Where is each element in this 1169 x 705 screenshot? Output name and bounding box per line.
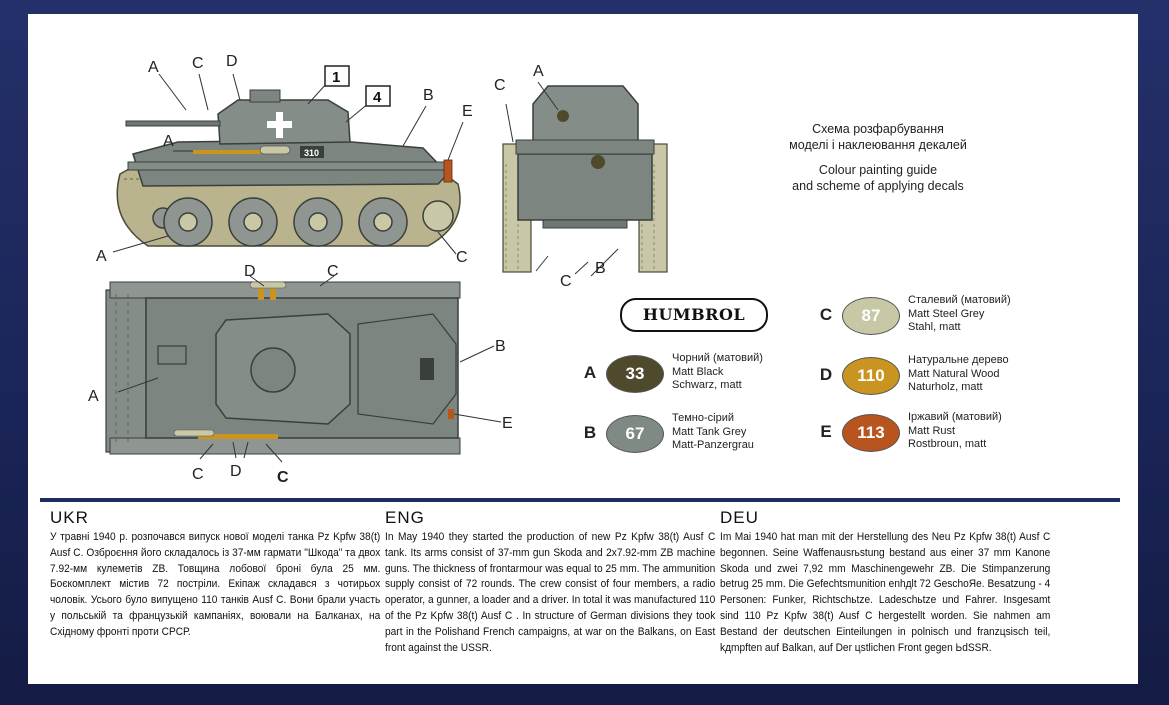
paint-name-eng: Matt Steel Grey bbox=[908, 307, 985, 320]
paint-name-eng: Matt Black bbox=[672, 365, 724, 378]
label-e: E bbox=[502, 415, 513, 432]
paint-name-deu: Rostbroun, matt bbox=[908, 438, 987, 450]
paint-names bbox=[908, 411, 1002, 452]
paint-letter: B bbox=[583, 423, 597, 442]
tank-front-view bbox=[503, 86, 667, 272]
paint-swatch: 67 bbox=[606, 415, 664, 453]
guide-ukr-line2: моделі і наклеювання декалей bbox=[789, 138, 967, 152]
body-ukr: У травні 1940 р. розпочався випуск нової моделі танка Pz Kpfw 38(t) Ausf C. Озброєння його складалось із 37-мм гармати "Шкода" та двох 7.92-мм кулеметів ZB. Товщина лобової броні була 25 мм. Боєкомплект містив 72 постріли. Екіпаж складався з чотирьох чоловік. Усього було випущено 110 танків Ausf C. Вони брали участь у польській та французькій кампаніях, воювали на Балканах, на Східному фронті проти СРСР. bbox=[50, 531, 381, 638]
label-c: C bbox=[192, 55, 204, 72]
guide-ukr-line1: Схема розфарбування bbox=[812, 122, 944, 136]
paint-name-eng: Matt Rust bbox=[908, 424, 956, 437]
text-column-deu bbox=[720, 508, 1050, 656]
tank-top-view bbox=[106, 282, 460, 454]
label-a: A bbox=[533, 63, 544, 80]
heading-deu: DEU bbox=[720, 508, 759, 527]
label-a: A bbox=[88, 388, 99, 405]
paint-names bbox=[672, 352, 763, 393]
paint-name-deu: Schwarz, matt bbox=[672, 379, 742, 391]
paint-letter: E bbox=[820, 422, 832, 441]
paint-swatch: 87 bbox=[842, 297, 900, 335]
humbrol-logo: HUMBROL bbox=[620, 298, 768, 332]
heading-eng: ENG bbox=[385, 508, 425, 527]
paint-name-ukr: Натуральне дерево bbox=[908, 354, 1009, 366]
paint-name-deu: Stahl, matt bbox=[908, 321, 961, 333]
label-c: C bbox=[192, 466, 204, 483]
label-c: C bbox=[327, 263, 339, 280]
text-column-ukr bbox=[50, 508, 380, 641]
paint-name-ukr: Чорний (матовий) bbox=[672, 352, 763, 364]
paint-name-ukr: Іржавий (матовий) bbox=[908, 411, 1002, 423]
paint-name-eng: Matt Natural Wood bbox=[908, 367, 1000, 380]
label-d: D bbox=[230, 463, 242, 480]
label-b: B bbox=[495, 338, 506, 355]
paint-name-ukr: Темно-сірий bbox=[672, 412, 734, 424]
label-d: D bbox=[244, 263, 256, 280]
paint-names bbox=[672, 412, 754, 453]
paint-name-ukr: Сталевий (матовий) bbox=[908, 294, 1011, 306]
guide-eng-line2: and scheme of applying decals bbox=[792, 179, 964, 193]
callout-boxes bbox=[325, 66, 390, 106]
label-a: A bbox=[163, 133, 174, 150]
paint-name-deu: Matt-Panzergrau bbox=[672, 439, 754, 451]
paint-swatch: 110 bbox=[842, 357, 900, 395]
body-eng: In May 1940 they started the production of new Pz Kpfw 38(t) Ausf C tank. Its arms consist of 37-mm gun Skoda and 2x7.92-mm ZB machine guns. The thickness of frontarmour was equal to 25 mm. The ammunition supply consist of 72 rounds. The crew consist of four members, a radio operator, a gunner, a loader and a driver. In total it was manufactured 110 of the Pz Kpfw 38(t) Ausf C . In structure of German divisions they took part in the Polishand French campaigns, at war on the Balkans, on East front against the USSR. bbox=[385, 531, 716, 654]
guide-eng-line1: Colour painting guide bbox=[818, 163, 938, 177]
section-divider bbox=[40, 498, 1120, 502]
paint-names bbox=[908, 294, 1011, 335]
guide-caption bbox=[728, 121, 1028, 194]
paint-swatch: 113 bbox=[842, 414, 900, 452]
tank-side-view bbox=[117, 90, 460, 246]
label-a: A bbox=[96, 248, 107, 265]
callout-1: 1 bbox=[332, 69, 341, 86]
paint-letter: A bbox=[583, 363, 597, 382]
label-a: A bbox=[148, 59, 159, 76]
label-b: B bbox=[423, 87, 434, 104]
callout-4: 4 bbox=[373, 89, 382, 106]
paint-letter: C bbox=[819, 305, 833, 324]
label-b: B bbox=[595, 260, 606, 277]
paint-names bbox=[908, 354, 1009, 395]
paint-name-deu: Naturholz, matt bbox=[908, 381, 983, 393]
label-c: C bbox=[277, 469, 289, 486]
label-d: D bbox=[226, 53, 238, 70]
turret-number: 310 bbox=[304, 148, 320, 158]
painting-guide-panel bbox=[28, 14, 1138, 684]
heading-ukr: UKR bbox=[50, 508, 89, 527]
label-c: C bbox=[494, 77, 506, 94]
text-column-eng bbox=[385, 508, 715, 656]
paint-letter: D bbox=[819, 365, 833, 384]
label-e: E bbox=[462, 103, 473, 120]
label-c: C bbox=[456, 249, 468, 266]
body-deu: Im Mai 1940 hat man mit der Herstellung des Neu Pz Kpfw 38(t) Ausf C begonnen. Seine Waffenausrьstung bestand aus einer 37 mm Kanone Skoda und zwei 7,92 mm Maschinengewehr ZB. Die Stimpanzerung betrug 25 mm. Die Gefechtsmunition enhдlt 72 GeschoЯe. Besatzung - 4 Personen: Funker, Richtschьtze. Ladeschьtze und Fahrer. Insgesamt sind 110 Pz Kpfw 38(t) Ausf C hergestellt worden. Sie nahmen am Bestand der deutschen Einteilungen in polnisch und franzцsisch teil, kдmpften auf Balkan, auf Der цstlichen Front gegen ЬdSSR. bbox=[720, 531, 1051, 654]
paint-swatch: 33 bbox=[606, 355, 664, 393]
paint-name-eng: Matt Tank Grey bbox=[672, 425, 747, 438]
label-c: C bbox=[560, 273, 572, 290]
